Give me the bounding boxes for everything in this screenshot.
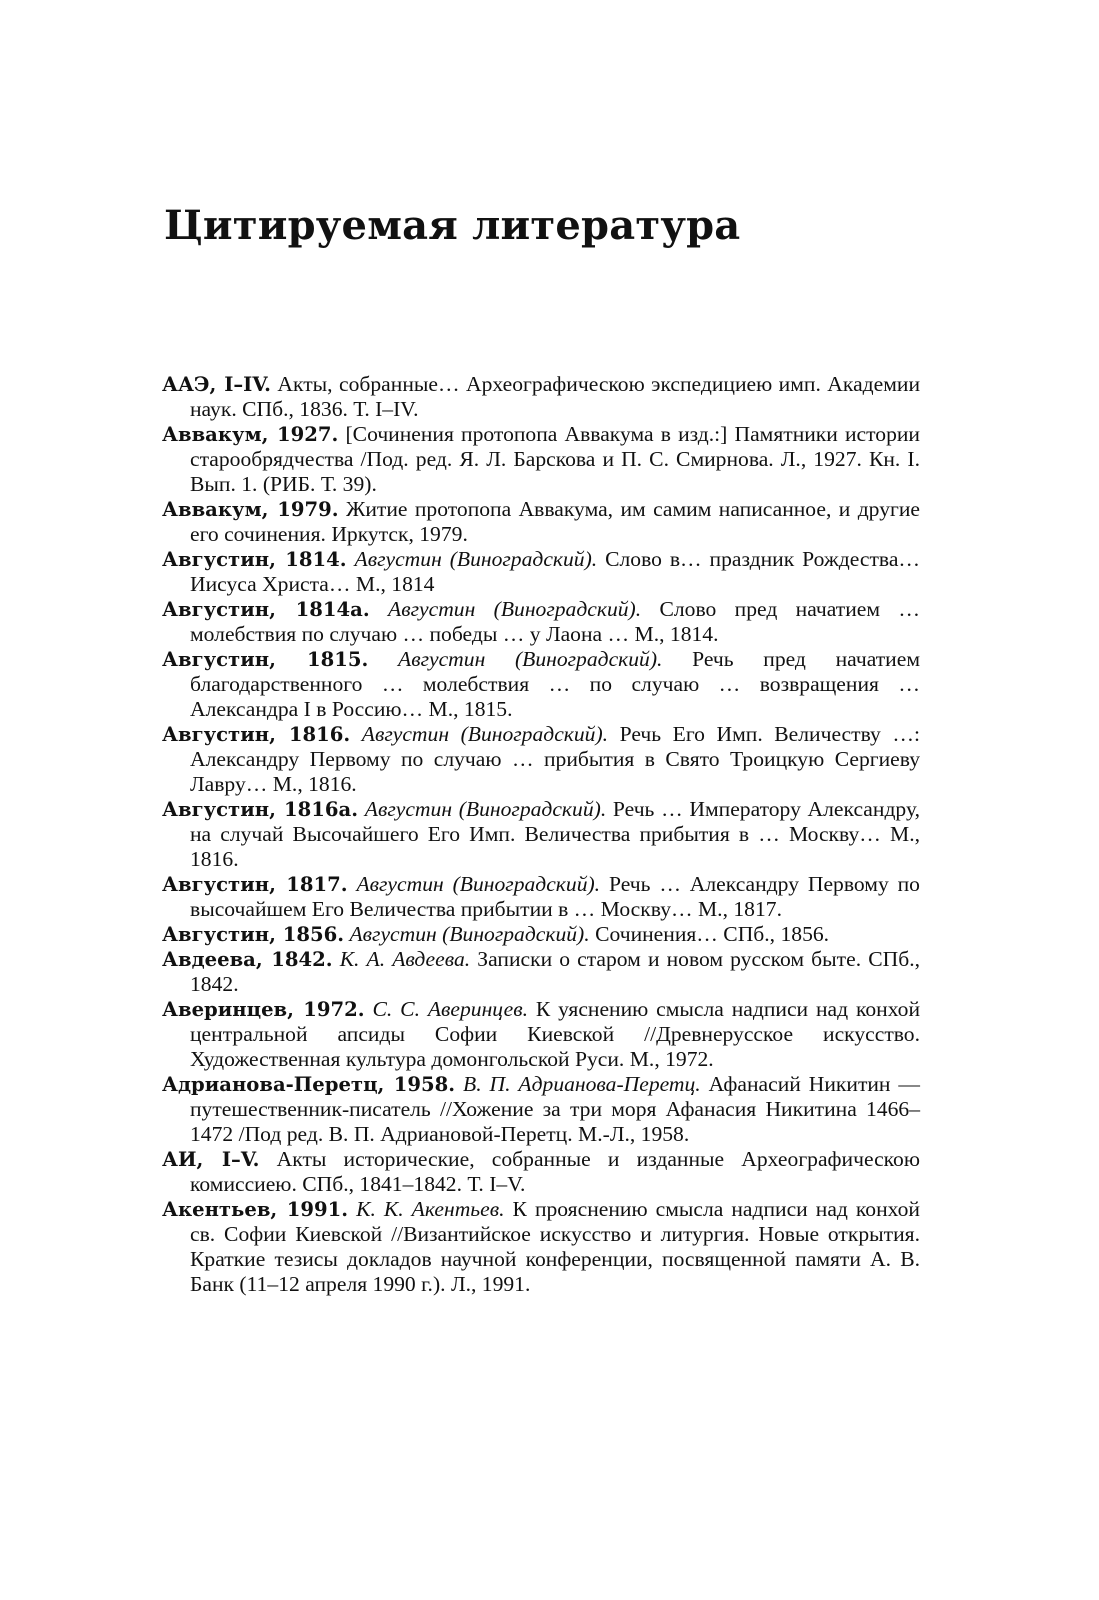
entry-text: Речь Его Имп. Величеству …: Александру Первому по случаю … прибытия в Свято Троицкую Сергиеву Лавру… М., 1816. [190, 722, 920, 796]
entry-author: К. К. Акентьев. [356, 1197, 505, 1221]
entry-key: Авдеева, 1842. [162, 948, 333, 971]
entry-key: Акентьев, 1991. [162, 1198, 349, 1221]
bibliography-entry [162, 922, 920, 947]
entry-author: Августин (Виноградский). [388, 597, 642, 621]
entry-text: Житие протопопа Аввакума, им самим написанное, и другие его сочинения. Иркутск, 1979. [190, 497, 920, 546]
entry-author: Августин (Виноградский). [361, 722, 609, 746]
bibliography-entry [162, 497, 920, 547]
bibliography-entry [162, 1197, 920, 1297]
bibliography-entry [162, 1147, 920, 1197]
entry-text: К уяснению смысла надписи над конхой центральной апсиды Софии Киевской //Древнерусское искусство. Художественная культура домонгольской Руси. М., 1972. [190, 997, 921, 1071]
entry-author: Августин (Виноградский). [354, 547, 598, 571]
bibliography-entry [162, 997, 920, 1072]
entry-author: К. А. Авдеева. [339, 947, 471, 971]
entry-author: Августин (Виноградский). [398, 647, 663, 671]
entry-author: Августин (Виноградский). [356, 872, 601, 896]
entry-text: Сочинения… СПб., 1856. [595, 922, 830, 946]
bibliography-entry [162, 1072, 920, 1147]
entry-text: Речь … Александру Первому по высочайшем Его Величества прибытии в … Москву… М., 1817. [190, 872, 920, 921]
bibliography-entry [162, 722, 920, 797]
page-title: Цитируемая литература [164, 202, 741, 249]
entry-key: Августин, 1814. [162, 548, 347, 571]
entry-text: Афанасий Никитин — путешественник-писатель //Хожение за три моря Афанасия Никитина 1466–1472 /Под ред. В. П. Адриановой-Перетц. М.-Л., 1958. [190, 1072, 920, 1146]
entry-author: С. С. Аверинцев. [372, 997, 528, 1021]
entry-key: ААЭ, I–IV. [162, 373, 271, 396]
entry-text: Акты, собранные… Археографическою экспедициею имп. Академии наук. СПб., 1836. Т. I–IV. [190, 372, 920, 421]
entry-key: Августин, 1817. [162, 873, 348, 896]
bibliography-entry [162, 597, 920, 647]
entry-key: Августин, 1816. [162, 723, 351, 746]
entry-text: Слово в… праздник Рождества… Иисуса Христа… М., 1814 [190, 547, 920, 596]
bibliography-entry [162, 422, 920, 497]
bibliography-list [162, 372, 920, 1297]
entry-text: [Сочинения протопопа Аввакума в изд.:] Памятники истории старообрядчества /Под. ред. Я. Л. Барскова и П. С. Смирнова. Л., 1927. Кн. I. Вып. 1. (РИБ. Т. 39). [190, 422, 920, 496]
entry-key: Августин, 1816а. [162, 798, 359, 821]
entry-key: Аввакум, 1927. [162, 423, 339, 446]
bibliography-entry [162, 372, 920, 422]
bibliography-entry [162, 797, 920, 872]
entry-key: Аверинцев, 1972. [162, 998, 365, 1021]
entry-text: Слово пред начатием … молебствия по случаю … победы … у Лаона … М., 1814. [190, 597, 920, 646]
entry-key: АИ, I–V. [162, 1148, 260, 1171]
bibliography-entry [162, 947, 920, 997]
bibliography-entry [162, 872, 920, 922]
entry-key: Августин, 1814а. [162, 598, 370, 621]
entry-key: Августин, 1856. [162, 923, 345, 946]
entry-text: Речь пред начатием благодарственного … молебствия … по случаю … возвращения … Александра I в Россию… М., 1815. [190, 647, 920, 721]
bibliography-entry [162, 547, 920, 597]
entry-key: Августин, 1815. [162, 648, 369, 671]
bibliography-entry [162, 647, 920, 722]
entry-text: К прояснению смысла надписи над конхой св. Софии Киевской //Византийское искусство и литургия. Новые открытия. Краткие тезисы докладов научной конференции, посвященной памяти А. В. Банк (11–12 апреля 1990 г.). Л., 1991. [190, 1197, 920, 1296]
entry-text: Речь … Императору Александру, на случай Высочайшего Его Имп. Величества прибытия в … Москву… М., 1816. [190, 797, 920, 871]
entry-text: Записки о старом и новом русском быте. СПб., 1842. [190, 947, 920, 996]
entry-text: Акты исторические, собранные и изданные Археографическою комиссиею. СПб., 1841–1842. Т. I–V. [190, 1147, 920, 1196]
entry-author: Августин (Виноградский). [364, 797, 607, 821]
entry-author: Августин (Виноградский). [349, 922, 590, 946]
entry-key: Аввакум, 1979. [162, 498, 339, 521]
entry-author: В. П. Адрианова-Перетц. [463, 1072, 701, 1096]
entry-key: Адрианова-Перетц, 1958. [162, 1073, 456, 1096]
